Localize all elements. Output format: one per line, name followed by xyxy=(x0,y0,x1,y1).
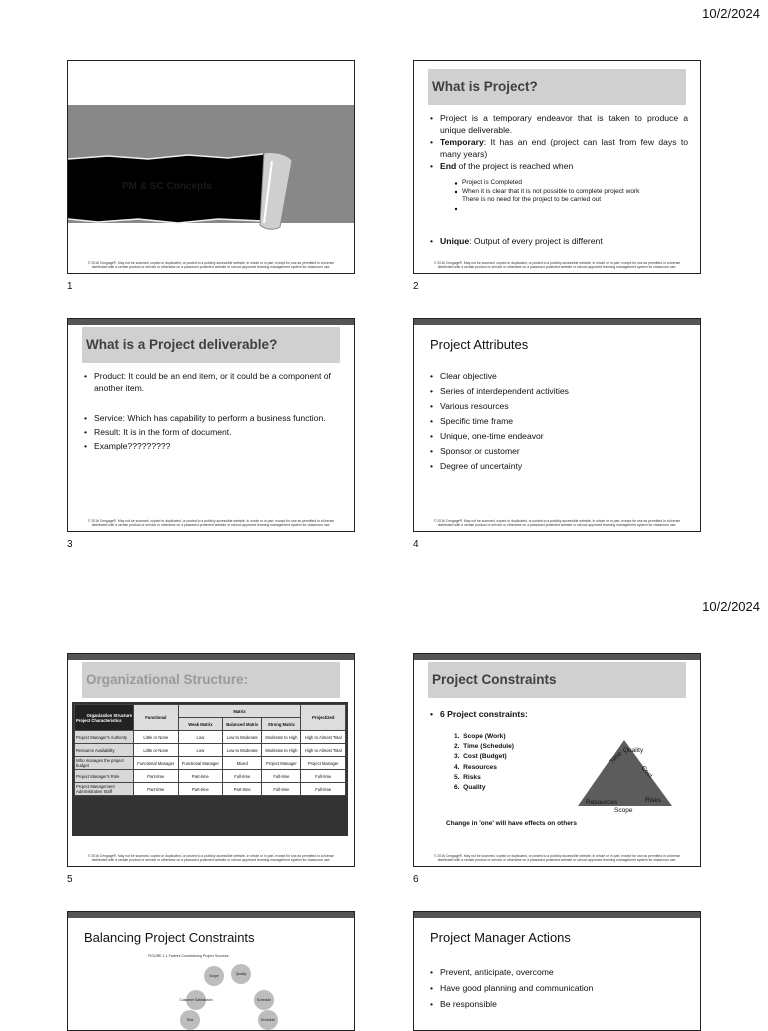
slide-title: What is a Project deliverable? xyxy=(82,327,340,363)
triangle-label-time: Time xyxy=(608,750,624,766)
torn-paper-banner xyxy=(68,61,355,274)
copyright-footer: © 2016 Cengage®. May not be scanned, copied or duplicated, or posted to a publicly accessible website, in whole or in part, except for use as permitted in a license distributed with a certain product or service or otherwise on a password-protected website or school-approved learning management system for classroom use. xyxy=(87,853,335,862)
column-header: Balanced Matrix xyxy=(223,718,262,731)
slide-8 xyxy=(413,911,701,1031)
slide-title: PM & SC Concepts xyxy=(122,181,213,192)
triangle-label-scope: Scope xyxy=(614,807,633,814)
slide-title: Organizational Structure: xyxy=(82,662,340,698)
slide-title: Project Attributes xyxy=(430,337,529,352)
column-header: Projectized xyxy=(301,705,346,731)
bullet-list xyxy=(82,370,342,394)
constraints-diagram xyxy=(68,912,355,1031)
bullet-list xyxy=(428,112,688,172)
figure-caption: FIGURE 1.1 Factors Constraining Project Success xyxy=(148,954,229,958)
page-date: 10/2/2024 xyxy=(702,6,760,21)
bullet-item: • Example????????? xyxy=(82,440,342,452)
list-item: 2. Time (Schedule) xyxy=(454,743,514,751)
triangle-label-cost: Cost xyxy=(639,764,654,780)
slide-3 xyxy=(67,318,355,532)
table-row: Project Manager's Authority Little or None Low Low to Moderate Moderate to High High to Almost Total xyxy=(75,731,346,744)
bullet-list xyxy=(428,235,688,247)
slide-number: 1 xyxy=(67,281,73,292)
slide-1 xyxy=(67,60,355,274)
circle-label: Schedule xyxy=(260,1018,276,1022)
list-item: 5. Risks xyxy=(454,773,481,781)
bullet-item: • Result: It is in the form of document. xyxy=(82,426,342,438)
slide-number: 2 xyxy=(413,281,419,292)
bullet-item: • Product: It could be an end item, or it could be a component of another item. xyxy=(82,370,342,394)
circle-label: Customer Satisfaction xyxy=(179,998,213,1002)
column-header: Matrix xyxy=(178,705,301,718)
bullet-item: • 6 Project constraints: xyxy=(428,708,688,720)
sub-bullet-item: When it is clear that it is not possible to complete project work xyxy=(462,187,640,195)
table-row: Project Management Administrative Staff Part-time Part-time Part-time Full-time Full-time xyxy=(75,783,346,796)
bullet-item: • End of the project is reached when xyxy=(428,160,688,172)
slide-6 xyxy=(413,653,701,867)
circle-label: Scope xyxy=(209,974,219,978)
slide-title: What is Project? xyxy=(428,69,686,105)
sub-bullet-item: There is no need for the project to be carried out xyxy=(462,196,602,203)
triangle-label-risks: Risks xyxy=(645,797,661,804)
org-structure-table xyxy=(74,704,346,796)
triangle-label-quality: Quality xyxy=(623,747,644,754)
slide-title: Balancing Project Constraints xyxy=(84,930,255,945)
slide-top-bar xyxy=(68,654,354,660)
bullet-list xyxy=(428,369,688,474)
bullet-item: • Have good planning and communication xyxy=(428,980,688,996)
copyright-footer: © 2016 Cengage®. May not be scanned, copied or duplicated, or posted to a publicly accessible website, in whole or in part, except for use as permitted in a license distributed with a certain product or service or otherwise on a password-protected website or school-approved learning management system for classroom use. xyxy=(433,518,681,527)
slide-4 xyxy=(413,318,701,532)
bullet-item: • Degree of uncertainty xyxy=(428,459,688,474)
circle-label: Quality xyxy=(235,972,247,976)
table-row: Who manages the project budget Functional Manager Functional Manager Mixed Project Manager Project Manager xyxy=(75,757,346,770)
bullet-item: • Sponsor or customer xyxy=(428,444,688,459)
slide-2 xyxy=(413,60,701,274)
slide-top-bar xyxy=(414,912,700,918)
constraints-triangle xyxy=(414,654,701,867)
list-item: 6. Quality xyxy=(454,784,486,792)
bullet-item: • Unique, one-time endeavor xyxy=(428,429,688,444)
bullet-item: • Specific time frame xyxy=(428,414,688,429)
circle-label: Risk xyxy=(186,1018,194,1022)
list-item: 3. Cost (Budget) xyxy=(454,753,507,761)
slide-5 xyxy=(67,653,355,867)
bullet-item: • Project is a temporary endeavor that is taken to produce a unique deliverable. xyxy=(428,112,688,136)
slide-number: 6 xyxy=(413,874,419,885)
bullet-list xyxy=(82,412,342,452)
constraint-note: Change in 'one' will have effects on others xyxy=(446,820,577,827)
bullet-item: • Series of interdependent activities xyxy=(428,384,688,399)
list-item: 1. Scope (Work) xyxy=(454,733,506,740)
slide-title: Project Manager Actions xyxy=(430,930,571,945)
table-corner-header: Organization Structure Project Characteristics xyxy=(75,705,134,731)
copyright-footer: © 2016 Cengage®. May not be scanned, copied or duplicated, or posted to a publicly accessible website, in whole or in part, except for use as permitted in a license distributed with a certain product or service or otherwise on a password-protected website or school-approved learning management system for classroom use. xyxy=(433,260,681,269)
bullet-item: • Clear objective xyxy=(428,369,688,384)
triangle-label-resources: Resources xyxy=(586,799,618,806)
column-header: Strong Matrix xyxy=(262,718,301,731)
slide-number: 4 xyxy=(413,539,419,550)
page-date: 10/2/2024 xyxy=(702,599,760,614)
slide-number: 5 xyxy=(67,874,73,885)
slide-title: Project Constraints xyxy=(428,662,686,698)
copyright-footer: © 2016 Cengage®. May not be scanned, copied or duplicated, or posted to a publicly accessible website, in whole or in part, except for use as permitted in a license distributed with a certain product or service or otherwise on a password-protected website or school-approved learning management system for classroom use. xyxy=(433,853,681,862)
copyright-footer: © 2016 Cengage®. May not be scanned, copied or duplicated, or posted to a publicly accessible website, in whole or in part, except for use as permitted in a license distributed with a certain product or service or otherwise on a password-protected website or school-approved learning management system for classroom use. xyxy=(87,260,335,269)
bullet-list xyxy=(428,964,688,1012)
slide-top-bar xyxy=(68,319,354,325)
bullet-item: • Various resources xyxy=(428,399,688,414)
sub-bullet-list xyxy=(454,179,688,205)
column-header: Functional xyxy=(134,705,179,731)
bullet-item: • Prevent, anticipate, overcome xyxy=(428,964,688,980)
column-header: Weak Matrix xyxy=(178,718,223,731)
slide-7 xyxy=(67,911,355,1031)
slide-top-bar xyxy=(414,319,700,325)
sub-bullet-item: Project is Completed xyxy=(462,179,522,186)
sub-bullet-markers xyxy=(454,182,460,222)
table-row: Resource Availability Little or None Low Low to Moderate Moderate to High High to Almost Total xyxy=(75,744,346,757)
bullet-item: • Unique: Output of every project is different xyxy=(428,235,688,247)
slide-number: 3 xyxy=(67,539,73,550)
copyright-footer: © 2016 Cengage®. May not be scanned, copied or duplicated, or posted to a publicly accessible website, in whole or in part, except for use as permitted in a license distributed with a certain product or service or otherwise on a password-protected website or school-approved learning management system for classroom use. xyxy=(87,518,335,527)
list-item: 4. Resources xyxy=(454,763,497,771)
circle-label: Schedule xyxy=(256,998,272,1002)
bullet-item: • Be responsible xyxy=(428,996,688,1012)
table-row: Project Manager's Role Part-time Part-time Full-time Full-time Full-time xyxy=(75,770,346,783)
bullet-item: • Temporary: It has an end (project can last from few days to many years) xyxy=(428,136,688,160)
bullet-item: • Service: Which has capability to perform a business function. xyxy=(82,412,342,424)
